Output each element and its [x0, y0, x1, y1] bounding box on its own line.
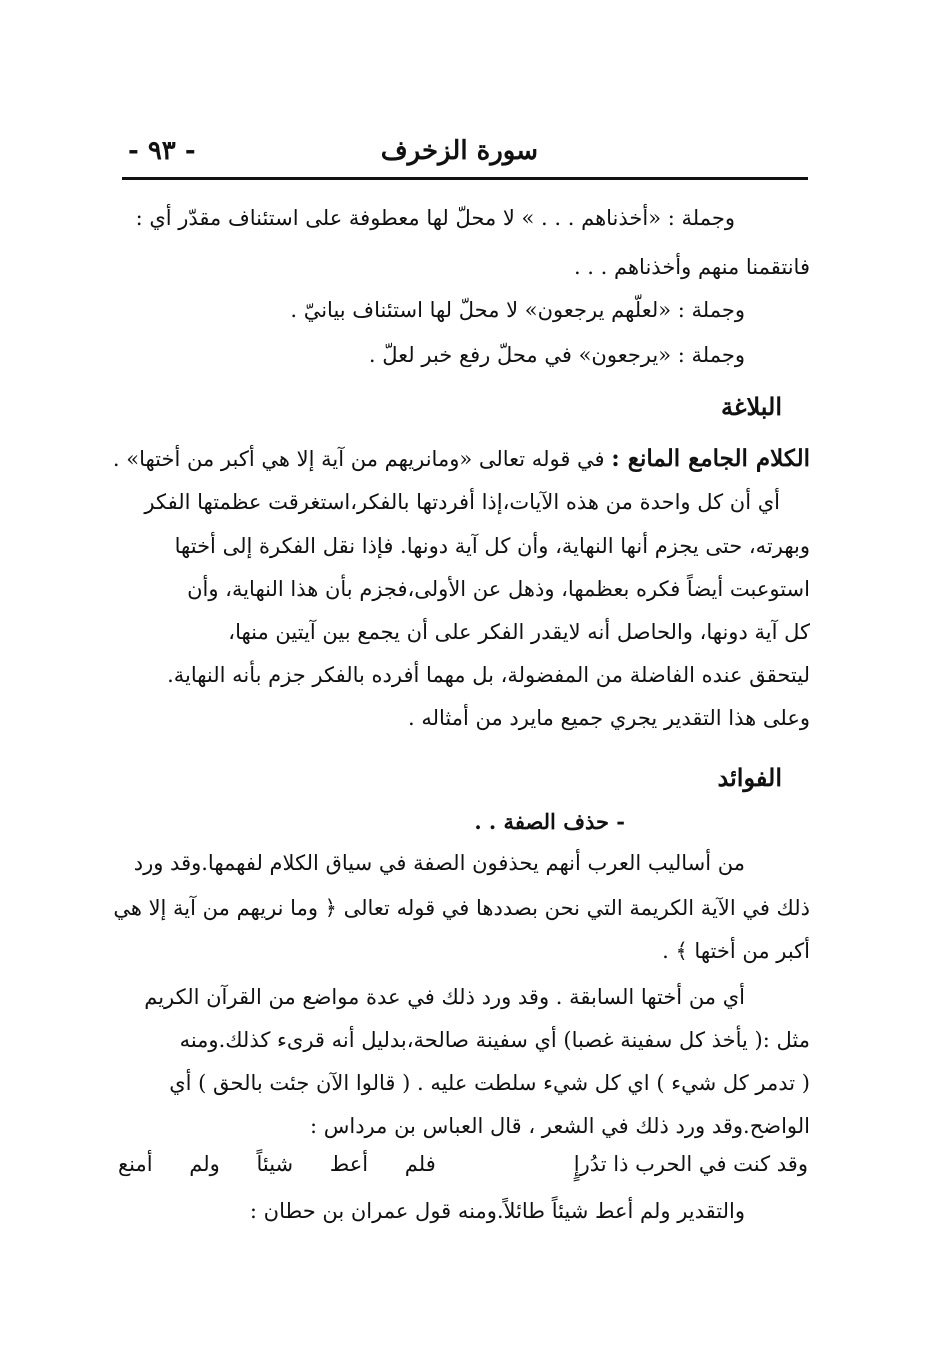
text-line: كل آية دونها، والحاصل أنه لايقدر الفكر على أن يجمع بين آيتين منها، [228, 620, 810, 644]
subheading: - حذف الصفة . . [474, 809, 625, 834]
text-line: وجملة : «لعلّهم يرجعون» لا محلّ لها استئناف بيانيّ . [290, 298, 745, 322]
page-number: - ٩٣ - [128, 136, 196, 166]
page-header [122, 136, 808, 174]
text-line: الواضح.وقد ورد ذلك في الشعر ، قال العباس بن مرداس : [309, 1114, 810, 1138]
text-line: وعلى هذا التقدير يجري جميع مايرد من أمثاله . [408, 706, 810, 730]
text-line: والتقدير ولم أعط شيئاً طائلاً.ومنه قول عمران بن حطان : [249, 1199, 745, 1223]
text-span: في قوله تعالى «ومانريهم من آية إلا هي أكبر من أختها» . [112, 447, 605, 471]
text-line: ذلك في الآية الكريمة التي نحن بصددها في قوله تعالى ﴿ وما نريهم من آية إلا هي [113, 896, 810, 920]
section-heading-balagha: البلاغة [721, 392, 782, 421]
section-heading-fawaid: الفوائد [717, 763, 782, 792]
verse-first-hemistich: وقد كنت في الحرب ذا تدُرإٍ [573, 1152, 808, 1176]
text-line: وجملة : «أخذناهم . . . » لا محلّ لها معطوفة على استئناف مقدّر أي : [135, 206, 735, 230]
surah-title: سورة الزخرف [380, 136, 538, 166]
text-line: مثل :( يأخذ كل سفينة غصبا) أي سفينة صالحة،بدليل أنه قرىء كذلك.ومنه [179, 1028, 810, 1052]
text-line: ليتحقق عنده الفاضلة من المفضولة، بل مهما أفرده بالفكر جزم بأنه النهاية. [167, 663, 810, 687]
text-line [113, 444, 810, 474]
text-line: استوعبت أيضاً فكره بعظمها، وذهل عن الأولى،فجزم بأن هذا النهاية، وأن [187, 577, 810, 601]
lead-phrase: الكلام الجامع المانع : [611, 445, 810, 472]
text-line: وبهرته، حتى يجزم أنها النهاية، وأن كل آية دونها. فإذا نقل الفكرة إلى أختها [174, 534, 810, 558]
text-line: ( تدمر كل شيء ) اي كل شيء سلطت عليه . ( قالوا الآن جئت بالحق ) أي [169, 1071, 810, 1095]
verse-second-hemistich: فلم أعط شيئاً ولم أمنع [118, 1152, 436, 1176]
text-line: فانتقمنا منهم وأخذناهم . . . [573, 255, 810, 279]
text-line: وجملة : «يرجعون» في محلّ رفع خبر لعلّ . [368, 343, 745, 367]
text-line: أي أن كل واحدة من هذه الآيات،إذا أفردتها بالفكر،استغرقت عظمتها الفكر [144, 490, 780, 514]
poetry-verse [118, 1152, 808, 1186]
text-line: أي من أختها السابقة . وقد ورد ذلك في عدة مواضع من القرآن الكريم [144, 985, 745, 1009]
text-line: أكبر من أختها ﴾ . [662, 939, 810, 963]
header-rule [122, 177, 808, 180]
text-line: من أساليب العرب أنهم يحذفون الصفة في سياق الكلام لفهمها.وقد ورد [133, 851, 745, 875]
